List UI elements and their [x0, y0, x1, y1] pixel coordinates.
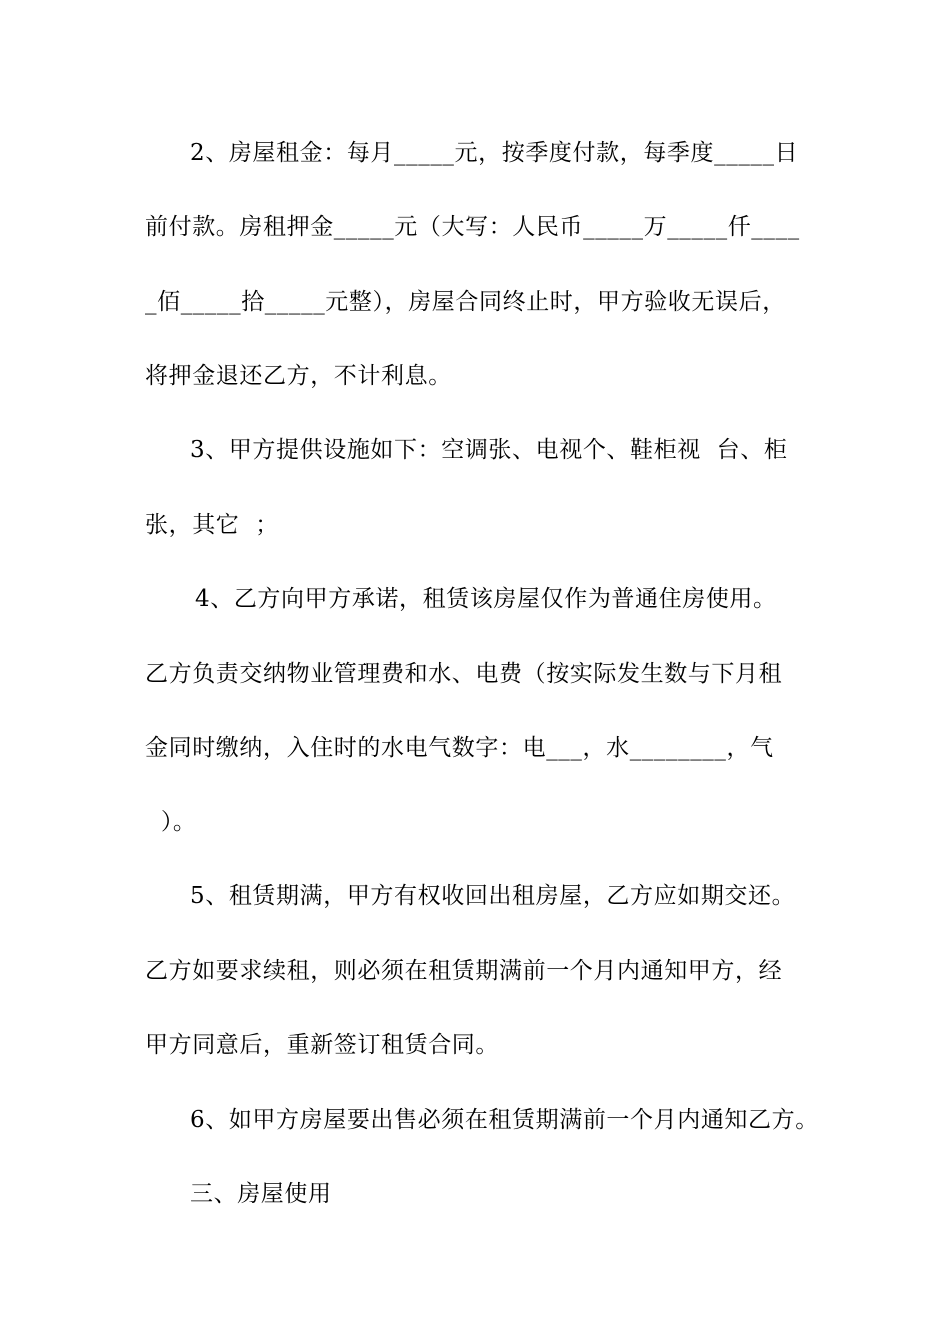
paragraph-line: _佰_____拾_____元整），房屋合同终止时，甲方验收无误后，	[145, 289, 786, 315]
paragraph-line: 金同时缴纳，入住时的水电气数字：电___，水________，气	[145, 735, 774, 761]
paragraph-line: 6、如甲方房屋要出售必须在租赁期满前一个月内通知乙方。	[190, 1107, 819, 1133]
paragraph-line: 3、甲方提供设施如下：空调张、电视个、鞋柜视 台、柜	[190, 437, 788, 463]
paragraph-line: ）。	[145, 809, 197, 835]
paragraph-line: 2、房屋租金：每月_____元，按季度付款，每季度_____日	[190, 140, 799, 166]
paragraph-line: 乙方如要求续租，则必须在租赁期满前一个月内通知甲方，经	[145, 958, 783, 984]
section-heading: 三、房屋使用	[190, 1181, 332, 1207]
paragraph-line: 前付款。房租押金_____元（大写：人民币_____万_____仟____	[145, 214, 800, 240]
paragraph-line: 将押金退还乙方，不计利息。	[145, 363, 452, 389]
paragraph-line: 乙方负责交纳物业管理费和水、电费（按实际发生数与下月租	[145, 661, 783, 687]
paragraph-line: 张，其它 ；	[145, 512, 279, 538]
paragraph-line: 甲方同意后，重新签订租赁合同。	[145, 1032, 499, 1058]
paragraph-line: 5、租赁期满，甲方有权收回出租房屋，乙方应如期交还。	[190, 883, 796, 909]
paragraph-line: 4、乙方向甲方承诺，租赁该房屋仅作为普通住房使用。	[195, 586, 777, 612]
